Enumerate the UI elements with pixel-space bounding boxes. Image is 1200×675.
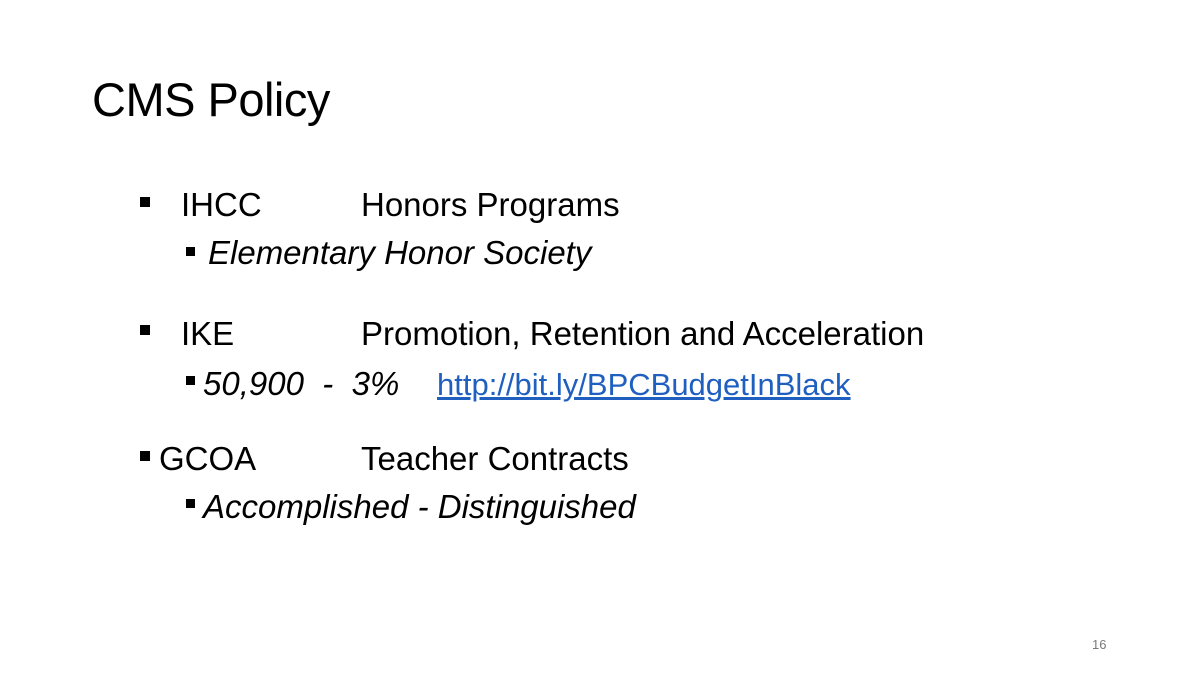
policy-description: Teacher Contracts	[361, 440, 629, 477]
policy-code: IHCC	[181, 186, 262, 223]
slide-page-number: 16	[1092, 637, 1107, 652]
budget-link[interactable]: http://bit.ly/BPCBudgetInBlack	[437, 367, 851, 402]
policy-subtext-number: 50,900 - 3%	[203, 365, 400, 402]
policy-description: Honors Programs	[361, 186, 620, 223]
bullet-square-icon	[140, 325, 150, 335]
bullet-square-icon	[140, 197, 150, 207]
policy-subtext: Accomplished - Distinguished	[203, 488, 636, 525]
sub-bullet-square-icon	[186, 376, 195, 385]
slide-title: CMS Policy	[92, 73, 330, 126]
policy-code: GCOA	[159, 440, 257, 477]
bullet-square-icon	[140, 451, 150, 461]
sub-bullet-square-icon	[186, 247, 195, 256]
sub-bullet-square-icon	[186, 499, 195, 508]
policy-description: Promotion, Retention and Acceleration	[361, 315, 925, 352]
policy-code: IKE	[181, 315, 235, 352]
policy-subtext: Elementary Honor Society	[208, 234, 592, 271]
